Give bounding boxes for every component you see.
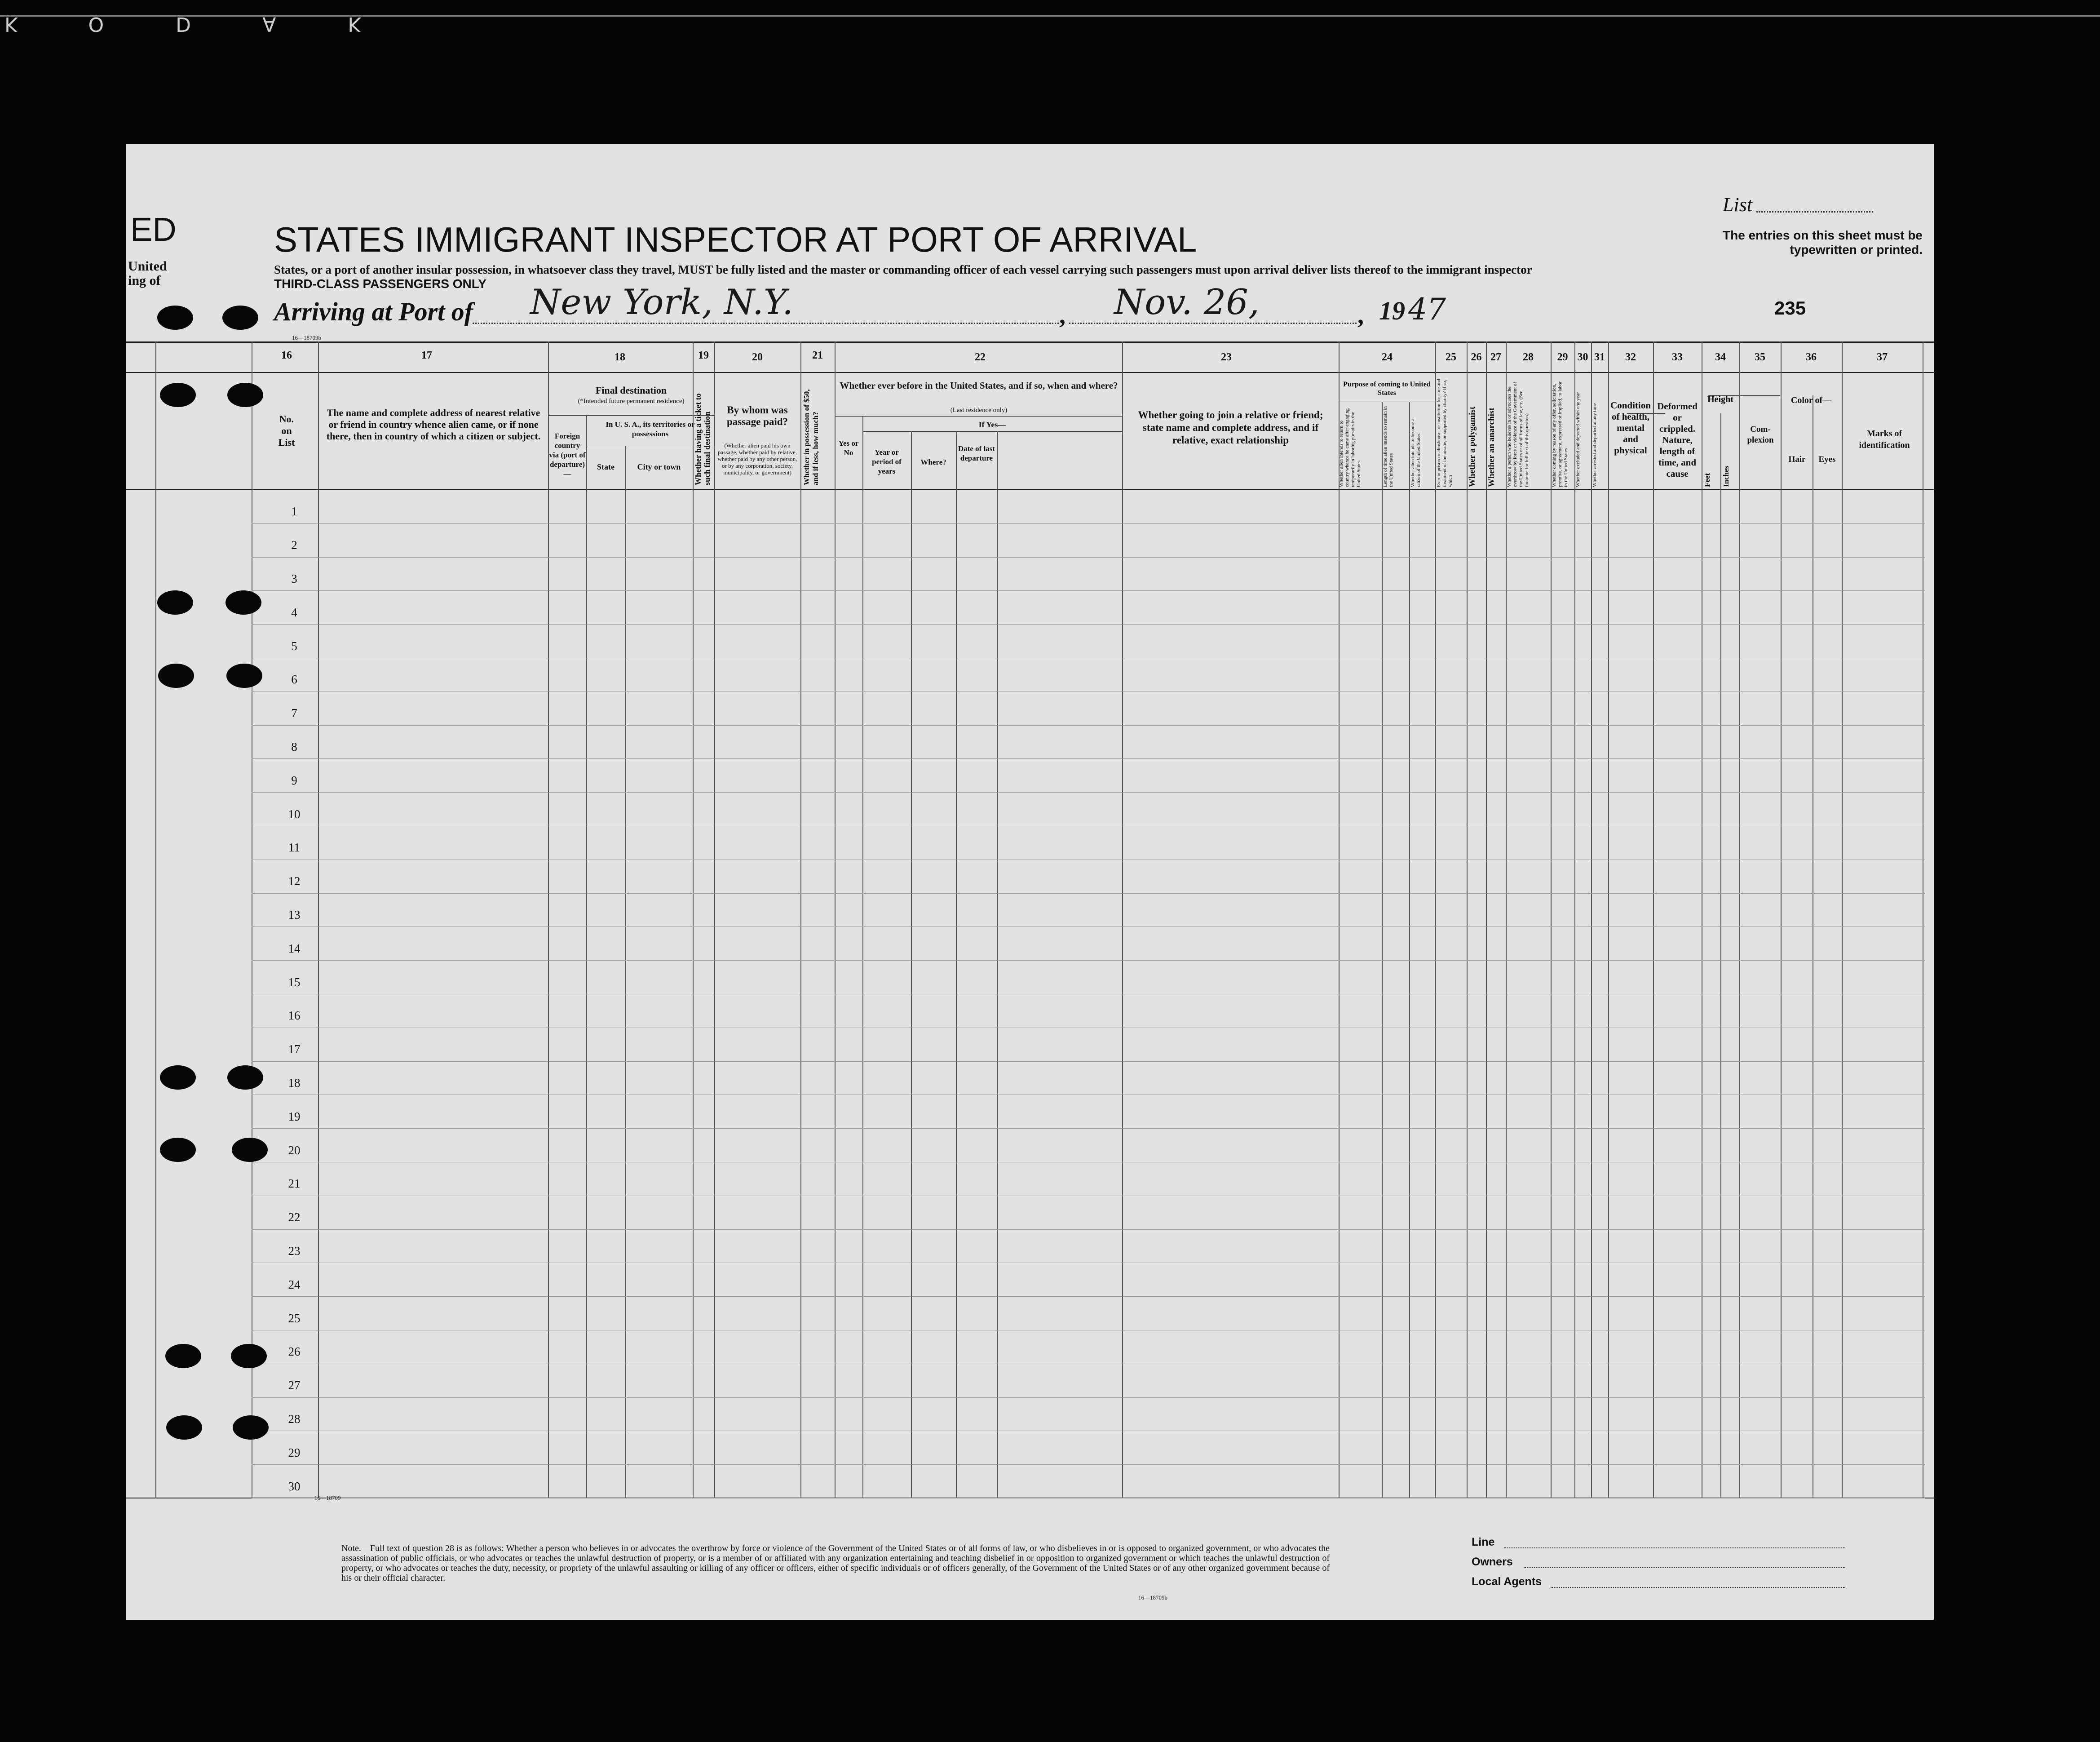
film-edge-label: KODAK <box>4 13 433 35</box>
row-number: 7 <box>291 706 297 720</box>
header-passage-paid-sub: (Whether alien paid his own passage, whether paid by relative, whether paid by any other person, or by any corporation, society, municipality, or government) <box>717 442 797 476</box>
colnum-27: 27 <box>1490 351 1501 363</box>
punch-hole <box>227 1065 263 1090</box>
col-line <box>835 341 836 1498</box>
date-fill-line <box>1069 323 1357 324</box>
header-purpose-b: Length of time alien intends to remain in the United States <box>1383 406 1394 487</box>
row-rule <box>252 691 1925 692</box>
header-passage-paid: By whom was passage paid? <box>726 404 788 427</box>
comma-1: , <box>1059 301 1065 329</box>
punch-hole <box>233 1415 269 1440</box>
colnum-18: 18 <box>615 351 625 363</box>
colnum-35: 35 <box>1755 351 1765 363</box>
header-feet: Feet <box>1703 473 1711 487</box>
header-period-years: Year or period of years <box>872 448 902 475</box>
form-code-small: 16—18709b <box>292 334 321 341</box>
row-number: 26 <box>288 1345 301 1358</box>
punch-hole <box>227 383 263 407</box>
row-rule <box>252 1061 1925 1062</box>
line-fill-line <box>1504 1547 1845 1548</box>
row-number: 19 <box>288 1110 301 1123</box>
col-line <box>1486 341 1487 1498</box>
col-line <box>625 446 626 1498</box>
header-last-residence: (Last residence only) <box>950 407 1008 414</box>
header-where: Where? <box>920 458 946 466</box>
left-fragment-line2: ing of <box>128 273 161 288</box>
colnum-21: 21 <box>812 350 823 361</box>
agents-fill-line <box>1551 1587 1845 1588</box>
row-rule <box>252 725 1925 726</box>
owners-label: Owners <box>1472 1556 1513 1568</box>
colnum-32: 32 <box>1625 351 1636 363</box>
port-fill-line <box>473 323 1059 324</box>
row-rule <box>252 1464 1925 1465</box>
col-line <box>1591 341 1592 1498</box>
col-line <box>1551 341 1552 1498</box>
colnum-23: 23 <box>1221 351 1232 363</box>
row-rule <box>252 590 1925 591</box>
line-label: Line <box>1472 1536 1495 1548</box>
row-number: 14 <box>288 942 301 955</box>
punch-hole <box>165 1344 201 1368</box>
punch-hole <box>160 1065 196 1090</box>
header-fifty-dollars: Whether in possession of $50, and if less, how much? <box>802 389 820 485</box>
colnum-36: 36 <box>1806 351 1817 363</box>
col-line <box>997 431 998 1498</box>
row-rule <box>252 1128 1925 1129</box>
row-rule <box>252 792 1925 793</box>
row-number: 5 <box>291 639 297 653</box>
row-number: 11 <box>288 841 300 854</box>
form-code-bottom: 16—18709 <box>314 1494 341 1501</box>
c18-subrule <box>548 415 714 416</box>
punch-hole <box>157 306 193 330</box>
header-in-usa: In U. S. A., its territories or possessions <box>606 420 695 438</box>
punch-hole <box>166 1415 202 1440</box>
row-number: 30 <box>288 1480 301 1493</box>
row-number: 6 <box>291 673 297 686</box>
col-line <box>1781 341 1782 1498</box>
header-hair: Hair <box>1788 455 1806 464</box>
row-number: 23 <box>288 1244 301 1258</box>
header-purpose-a: Whether alien intends to return to country whence he came after engaging temporarily in laboring pursuits in the United States <box>1339 408 1362 487</box>
col-line <box>911 431 912 1498</box>
header-yes-no: Yes or No <box>838 439 859 457</box>
local-agents-label: Local Agents <box>1472 1575 1542 1588</box>
manifest-sheet <box>126 144 1934 1620</box>
row-number: 18 <box>288 1076 301 1090</box>
col-line <box>1720 413 1721 1498</box>
arriving-label: Arriving at Port of <box>274 297 473 326</box>
punch-hole <box>225 590 261 615</box>
col-line <box>1574 341 1575 1498</box>
page-number: 235 <box>1774 297 1806 319</box>
colnum-29: 29 <box>1557 351 1568 363</box>
year-prefix: 19 <box>1379 296 1405 325</box>
list-fill-line <box>1756 211 1873 213</box>
header-ever-before: Whether ever before in the United States, and if so, when and where? <box>840 380 1118 391</box>
row-number: 13 <box>288 908 301 922</box>
row-number: 1 <box>291 505 297 518</box>
header-anarchist: Whether an anarchist <box>1487 408 1496 487</box>
header-city: City or town <box>637 462 681 471</box>
colnum-20: 20 <box>752 351 763 363</box>
c22-ifyes-rule <box>862 431 1122 432</box>
row-number: 16 <box>288 1009 301 1022</box>
row-number: 27 <box>288 1379 301 1392</box>
col-line <box>714 341 715 1498</box>
header-bottom-rule <box>126 489 1934 490</box>
header-final-destination-sub: (*Intended future permanent residence) <box>578 398 685 405</box>
col-line <box>1653 341 1654 1498</box>
punch-hole <box>222 306 258 330</box>
row-rule <box>252 758 1925 759</box>
col-line <box>1382 402 1383 1498</box>
header-eyes: Eyes <box>1818 455 1836 464</box>
row-number: 4 <box>291 606 297 619</box>
header-color-of: Color of— <box>1791 395 1832 405</box>
header-prison: Ever in prison or almshouse, or institution for care and treatment of the insane, or supported by charity? If so, which <box>1436 379 1453 487</box>
col-line <box>956 431 957 1498</box>
colnum-34: 34 <box>1715 351 1726 363</box>
header-nearest-relative: The name and complete address of nearest relative or friend in country whence alien came, or if none there, then in country of which a citizen or subject. <box>326 407 541 442</box>
year-handwritten: 47 <box>1408 292 1446 327</box>
header-state: State <box>597 462 615 471</box>
col-line <box>318 341 319 1498</box>
left-fragment-line1: United <box>128 259 167 274</box>
header-complexion: Com-plexion <box>1747 425 1774 445</box>
row-rule <box>252 523 1925 524</box>
comma-2: , <box>1357 301 1364 329</box>
c22-subrule <box>835 416 1122 417</box>
col-line <box>586 415 587 1498</box>
port-handwritten: New York, N.Y. <box>530 282 794 323</box>
colnum-17: 17 <box>421 350 432 361</box>
header-labor-offer: Whether coming by reason of any offer, solicitation, promise, or agreement, expressed or implied, to labor in the United States <box>1552 381 1569 487</box>
header-deformed: Deformed or crippled. Nature, length of time, and cause <box>1657 401 1698 479</box>
row-rule <box>252 1397 1925 1398</box>
col-line <box>1409 402 1410 1498</box>
row-number: 3 <box>291 572 297 585</box>
col-line <box>155 341 156 1498</box>
punch-hole <box>160 383 196 407</box>
owners-fill-line <box>1524 1567 1845 1568</box>
colnum-rule <box>126 372 1934 373</box>
form-code-footnote: 16—18709b <box>1138 1594 1167 1601</box>
left-fragment-title: ED <box>130 211 177 248</box>
punch-hole <box>232 1138 268 1162</box>
colnum-24: 24 <box>1382 351 1393 363</box>
row-number: 15 <box>288 975 301 989</box>
col-line <box>1739 341 1740 1498</box>
row-rule <box>252 624 1925 625</box>
col-line <box>1339 341 1340 1498</box>
col-line <box>1467 341 1468 1498</box>
header-excluded: Whether excluded and deported within one year <box>1575 392 1581 487</box>
row-rule <box>252 1296 1925 1297</box>
header-purpose-c: Whether alien intends to become a citizen of the United States <box>1410 418 1421 487</box>
row-number: 29 <box>288 1446 301 1459</box>
header-arrested: Whether arrested and deported at any time <box>1592 403 1597 487</box>
header-final-destination: Final destination <box>595 385 667 396</box>
punch-hole <box>226 664 262 688</box>
header-going-to-join: Whether going to join a relative or friend; state name and complete address, and if relative, exact relationship <box>1138 409 1323 446</box>
header-ticket: Whether having a ticket to such final destination <box>694 393 712 485</box>
col-line <box>1122 341 1123 1498</box>
header-no-on-list: No. on List <box>278 413 295 448</box>
colnum-16: 16 <box>281 350 292 361</box>
row-number: 9 <box>291 774 297 787</box>
header-date-departure: Date of last departure <box>958 444 995 462</box>
colnum-33: 33 <box>1672 351 1683 363</box>
date-handwritten: Nov. 26, <box>1114 282 1260 323</box>
col-line <box>862 416 863 1498</box>
col-line <box>1842 341 1843 1498</box>
colnum-31: 31 <box>1594 351 1605 363</box>
header-foreign-country: Foreign country via (port of departure)— <box>549 432 586 478</box>
header-marks: Marks of identification <box>1859 429 1910 450</box>
row-number: 2 <box>291 538 297 552</box>
header-height: Height <box>1707 394 1733 404</box>
entries-note: The entries on this sheet must be typewritten or printed. <box>1723 228 1923 257</box>
row-number: 12 <box>288 874 301 888</box>
col-line <box>800 341 801 1498</box>
row-number: 21 <box>288 1177 301 1190</box>
colnum-26: 26 <box>1471 351 1482 363</box>
header-purpose: Purpose of coming to United States <box>1343 381 1431 397</box>
page-title: STATES IMMIGRANT INSPECTOR AT PORT OF ARRIVAL <box>274 220 1197 259</box>
row-rule <box>252 926 1925 927</box>
row-number: 28 <box>288 1412 301 1426</box>
punch-hole <box>157 590 193 615</box>
colnum-19: 19 <box>698 350 709 361</box>
punch-hole <box>158 664 194 688</box>
punch-hole <box>160 1138 196 1162</box>
col-line <box>548 341 549 1498</box>
col-line <box>1435 341 1436 1498</box>
instructions-text: States, or a port of another insular possession, in whatsoever class they travel, MUST be fully listed and the master or commanding officer of each vessel carrying such passengers must upon arrival deliver lists thereof to the immigrant inspector <box>274 263 1532 276</box>
table-top-rule <box>126 341 1934 343</box>
header-overthrow: Whether a person who believes in or advocates the overthrow by force or violence of the Government of the United States or of all forms of law, etc. (See footnote for full text of this question) <box>1507 382 1530 487</box>
colnum-28: 28 <box>1523 351 1534 363</box>
header-inches: Inches <box>1722 465 1730 487</box>
header-polygamist: Whether a polygamist <box>1468 406 1477 487</box>
header-health: Condition of health, mental and physical <box>1610 400 1651 456</box>
row-rule <box>252 557 1925 558</box>
row-rule <box>252 1229 1925 1230</box>
col-line <box>1608 341 1609 1498</box>
row-number: 25 <box>288 1312 301 1325</box>
colnum-37: 37 <box>1877 351 1888 363</box>
colnum-22: 22 <box>975 351 986 363</box>
row-number: 20 <box>288 1144 301 1157</box>
row-number: 8 <box>291 740 297 754</box>
header-if-yes: If Yes— <box>978 420 1006 429</box>
row-number: 10 <box>288 807 301 821</box>
colnum-30: 30 <box>1577 351 1588 363</box>
footnote-q28: Note.—Full text of question 28 is as follows: Whether a person who believes in or advocates the overthrow by force or violence of the Government of the United States or of all forms of law, or who disbelieves in or is opposed to organized government, or who advocates the assassination of public officials, or who advocates or teaches the unlawful destruction of property, or is a member of or affiliated with any organization entertaining and teaching disbelief in or opposition to organized government or which teaches the unlawful destruction of property, or who advocates or teaches the duty, necessity, or propriety of the unlawful assaulting or killing of any officer or officers, either of specific individuals or of officers generally, of the Government of the United States or of any other organized government because of his or their official character. <box>341 1543 1330 1583</box>
punch-hole <box>231 1344 267 1368</box>
class-line: THIRD-CLASS PASSENGERS ONLY <box>274 277 486 291</box>
col-line <box>1506 341 1507 1498</box>
colnum-25: 25 <box>1446 351 1456 363</box>
col-line <box>693 341 694 1498</box>
row-number: 17 <box>288 1042 301 1056</box>
row-rule <box>252 960 1925 961</box>
row-rule <box>252 893 1925 894</box>
row-number: 24 <box>288 1278 301 1291</box>
row-number: 22 <box>288 1210 301 1224</box>
list-label: List <box>1723 194 1753 216</box>
